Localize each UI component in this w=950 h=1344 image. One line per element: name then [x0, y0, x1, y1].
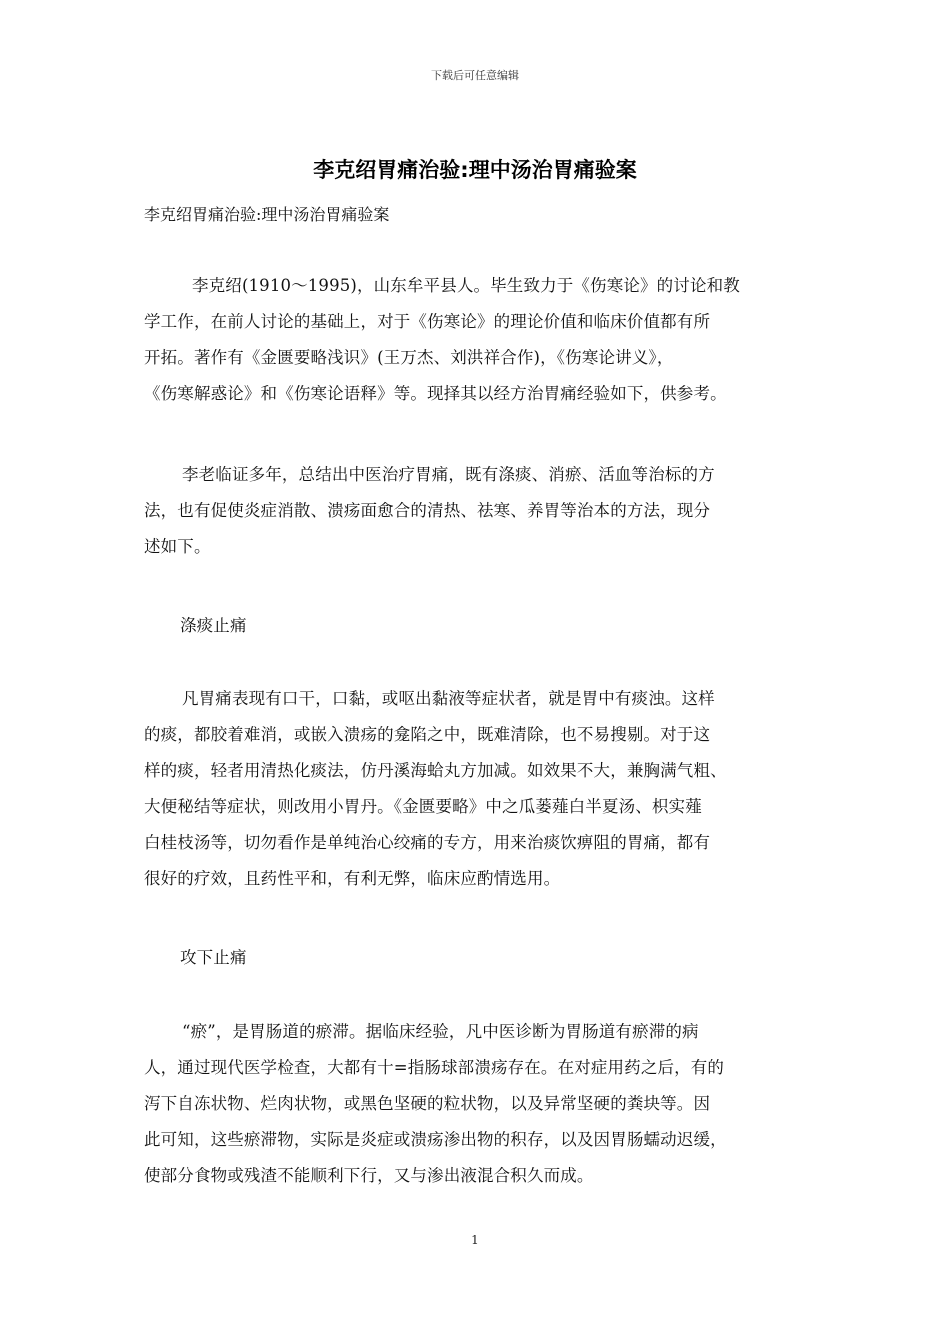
- paragraph-line: 的痰，都胶着难消，或嵌入溃疡的龛陷之中，既难清除，也不易搜剔。对于这: [144, 725, 711, 744]
- section-heading: [144, 608, 816, 644]
- paragraph-line: 很好的疗效，且药性平和，有利无弊，临床应酌情选用。: [144, 869, 561, 888]
- paragraph-line: 泻下自冻状物、烂肉状物，或黑色坚硬的粒状物，以及异常坚硬的粪块等。因: [144, 1094, 711, 1113]
- page-number: 1: [471, 1233, 479, 1247]
- paragraph-line: 《伤寒解惑论》和《伤寒论语释》等。现择其以经方治胃痛经验如下，供参考。: [144, 384, 727, 403]
- paragraph-line: 李老临证多年，总结出中医治疗胃痛，既有涤痰、消瘀、活血等治标的方: [182, 465, 715, 484]
- paragraph-intro: [144, 268, 816, 412]
- paragraph-line: “瘀”，是胃肠道的瘀滞。据临床经验，凡中医诊断为胃肠道有瘀滞的病: [182, 1022, 699, 1041]
- paragraph-line: 学工作，在前人讨论的基础上，对于《伤寒论》的理论价值和临床价值都有所: [144, 312, 711, 331]
- paragraph-line: 白桂枝汤等，切勿看作是单纯治心绞痛的专方，用来治痰饮痹阻的胃痛，都有: [144, 833, 711, 852]
- paragraph-line: 使部分食物或残渣不能顺利下行，又与渗出液混合积久而成。: [144, 1166, 594, 1185]
- document-title: 李克绍胃痛治验:理中汤治胃痛验案: [313, 158, 637, 182]
- paragraph-line: 样的痰，轻者用清热化痰法，仿丹溪海蛤丸方加减。如效果不大，兼胸满气粗、: [144, 761, 727, 780]
- paragraph-line: 法，也有促使炎症消散、溃疡面愈合的清热、祛寒、养胃等治本的方法，现分: [144, 501, 711, 520]
- section-heading-text: 涤痰止痛: [180, 616, 247, 635]
- header-note: 下载后可任意编辑: [431, 69, 519, 82]
- paragraph-line: 人，通过现代医学检查，大都有十=指肠球部溃疡存在。在对症用药之后，有的: [144, 1058, 725, 1077]
- paragraph-summary: [144, 457, 816, 565]
- paragraph-line: 开拓。著作有《金匮要略浅识》(王万杰、刘洪祥合作)，《伤寒论讲义》，: [144, 348, 674, 367]
- document-subtitle: 李克绍胃痛治验:理中汤治胃痛验案: [144, 205, 390, 224]
- paragraph-line: 此可知，这些瘀滞物，实际是炎症或溃疡渗出物的积存，以及因胃肠蠕动迟缓，: [144, 1130, 727, 1149]
- paragraph-line: 凡胃痛表现有口干，口黏，或呕出黏液等症状者，就是胃中有痰浊。这样: [182, 689, 715, 708]
- paragraph-line: 李克绍(1910～1995)，山东牟平县人。毕生致力于《伤寒论》的讨论和教: [192, 276, 740, 295]
- section-heading-text: 攻下止痛: [180, 948, 247, 967]
- paragraph-section-one: [144, 681, 816, 897]
- section-heading: [144, 940, 816, 976]
- paragraph-line: 大便秘结等症状，则改用小胃丹。《金匮要略》中之瓜蒌薤白半夏汤、枳实薤: [144, 797, 702, 816]
- paragraph-line: 述如下。: [144, 537, 211, 556]
- paragraph-section-two: [144, 1014, 816, 1194]
